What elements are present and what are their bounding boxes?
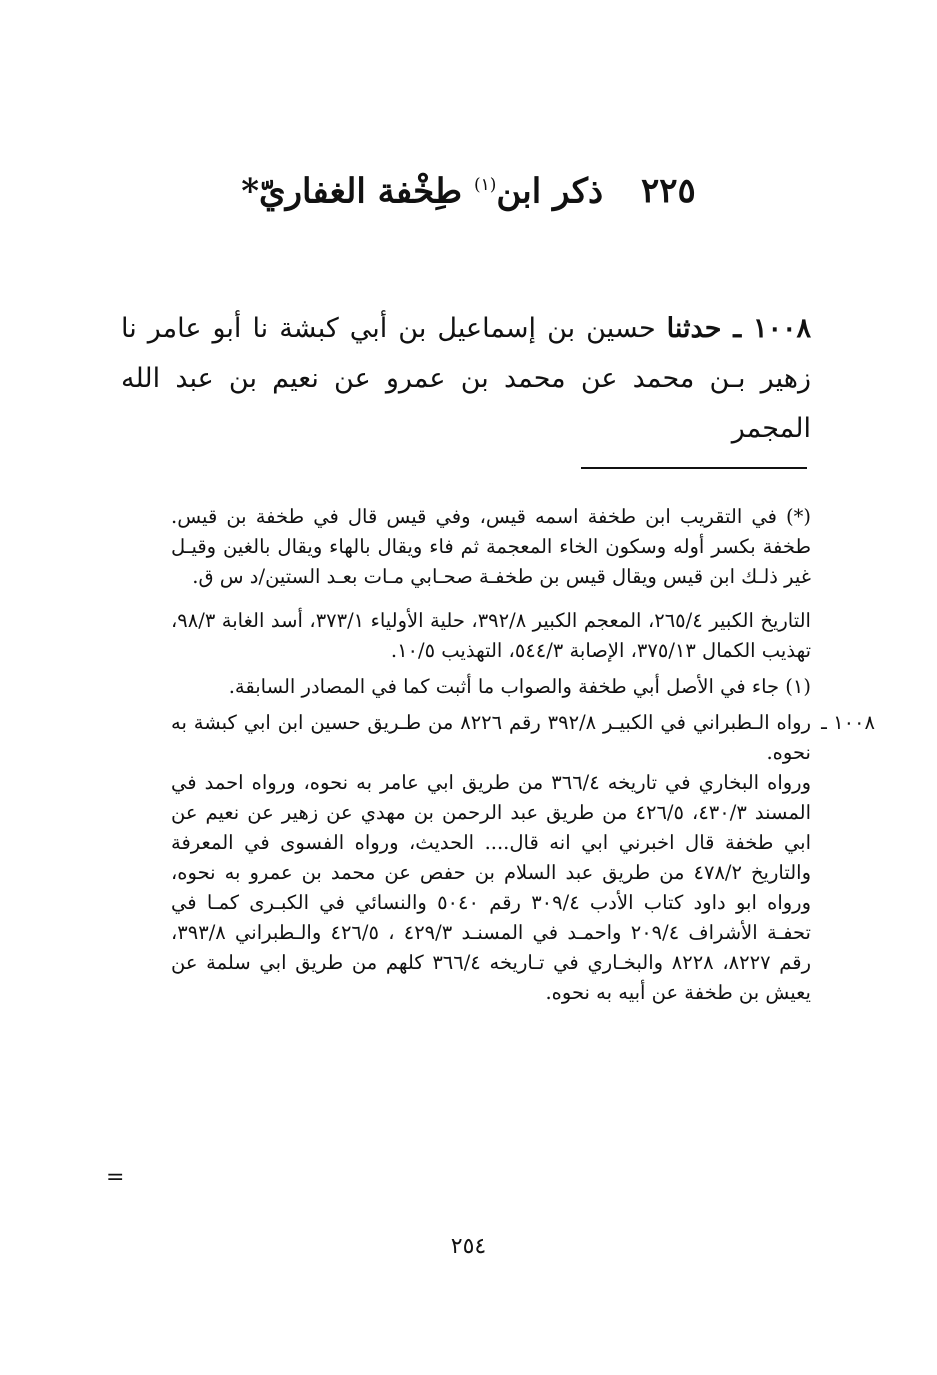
page-number: ٢٥٤ [450,1234,487,1259]
footnote-sources: التاريخ الكبير ٢٦٥/٤، المعجم الكبير ٣٩٢/٨، حلية الأولياء ٣٧٣/١، أسد الغابة ٩٨/٣، تهذيب الكمال ٣٧٥/١٣، الإصابة ٥٤٤/٣، التهذيب ١٠/٥. [171,609,811,662]
hadith-text [121,304,811,454]
hadith-body: حسين بن إسماعيل بن أبي كبشة نا أبو عامر نا زهير بـن محمد عن محمد بن عمرو عن نعيم بن عبد الله المجمر [121,313,811,444]
footnote-separator [581,467,807,469]
footnote-1008 [171,708,875,1008]
chapter-title-part-2: طِخْفة الغفاريّ* [241,171,463,212]
footnote-1008-part-a: رواه الـطبراني في الكبيـر ٣٩٢/٨ رقم ٨٢٢٦ من طـريق حسين ابن ابي كبشة به نحوه. [171,711,812,764]
footnote-1: (١) جاء في الأصل أبي طخفة والصواب ما أثبت كما في المصادر السابقة. [228,675,811,698]
footnote-1008-label: ١٠٠٨ ـ [821,711,875,734]
hadith-lead: ١٠٠٨ ـ حدثنا [666,313,811,344]
footnotes-block [171,502,875,1008]
chapter-heading [0,160,937,216]
continuation-mark: = [106,1165,125,1190]
chapter-number: ٢٢٥ [640,171,696,212]
footnote-star: (*) في التقريب ابن طخفة اسمه قيس، وفي قيس قال في طخفة بن قيس. طخفة بكسر أوله وسكون الخاء المعجمة ثم فاء ويقال بالهاء ويقال بالغين وقيـل غير ذلـك ابن قيس ويقال قيس بن طخفـة صحـابي مـات بعـد الستين/د س ق. [171,505,811,588]
chapter-title-part-1: ذكر ابن [496,171,604,212]
footnote-marker: (١) [473,175,497,195]
footnote-1008-part-b: ورواه البخاري في تاريخه ٣٦٦/٤ من طريق ابي عامر به نحوه، ورواه احمد في المسند ٤٣٠/٣، ٤٢٦/٥ من طريق عبد الرحمن بن مهدي عن زهير عن نعيم عن ابي طخفة قال اخبرني ابي انه قال.... الحديث، ورواه الفسوى في المعرفة والتاريخ ٤٧٨/٢ من طريق عبد السلام بن حفص عن محمد بن عمرو به نحوه، ورواه ابو داود كتاب الأدب ٣٠٩/٤ رقم ٥٠٤٠ والنسائي في الكبـرى كمـا في تحفـة الأشراف ٢٠٩/٤ واحمـد في المسنـد ٤٢٩/٣ ، ٤٢٦/٥ والـطبراني ٣٩٣/٨، رقم ٨٢٢٧، ٨٢٢٨ والبخـاري في تـاريخه ٣٦٦/٤ كلهم من طريق ابي سلمة عن يعيش بن طخفة عن أبيه به نحوه. [171,771,812,1004]
